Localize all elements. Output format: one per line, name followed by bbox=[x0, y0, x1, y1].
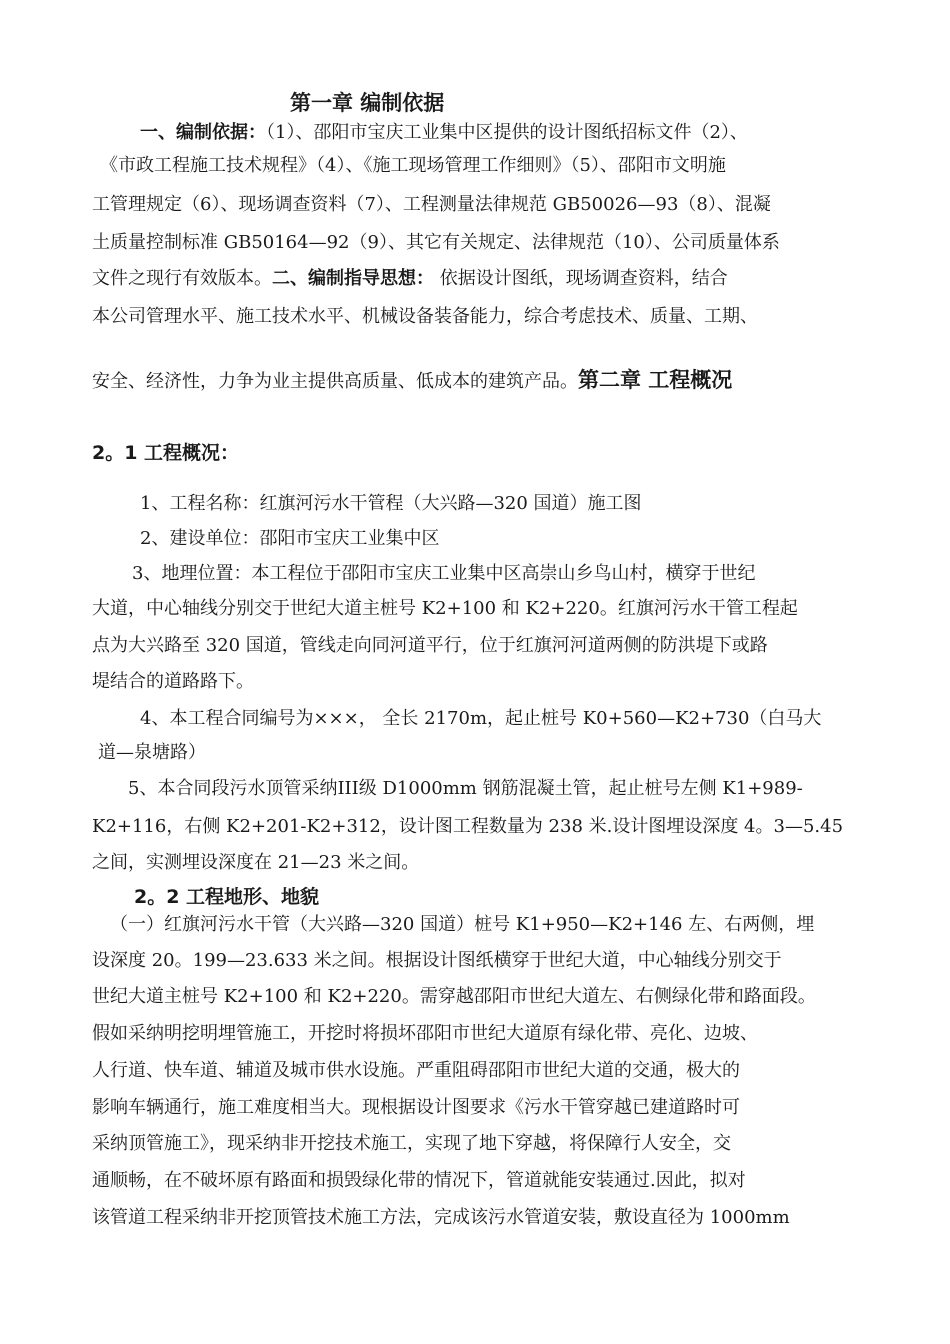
item-3-line2: 大道，中心轴线分别交于世纪大道主桩号 K2+100 和 K2+220。红旗河污水干管工程起 bbox=[92, 598, 798, 619]
item-4-line2: 道—泉塘路） bbox=[98, 742, 206, 763]
sec1-line5 bbox=[92, 266, 728, 292]
sec1-line3: 工管理规定（6）、现场调查资料（7）、工程测量法律规范 GB50026—93（8）、混凝 bbox=[92, 194, 771, 215]
sec1-heading: 一、编制依据： bbox=[140, 122, 266, 143]
sec2-line3 bbox=[92, 367, 732, 395]
para-2-2-line8: 通顺畅，在不破坏原有路面和损毁绿化带的情况下，管道就能安装通过.因此，拟对 bbox=[92, 1170, 746, 1191]
sec1-line2: 《市政工程施工技术规程》（4）、《施工现场管理工作细则》（5）、邵阳市文明施 bbox=[100, 155, 726, 176]
sec1-text-5: 文件之现行有效版本。 bbox=[92, 268, 272, 289]
item-5-line3: 之间，实测埋设深度在 21—23 米之间。 bbox=[92, 852, 420, 873]
chapter2-title: 第二章 工程概况 bbox=[578, 368, 733, 392]
para-2-2-line2: 设深度 20。199—23.633 米之间。根据设计图纸横穿于世纪大道，中心轴线分别交于 bbox=[92, 950, 782, 971]
item-5-line1: 5、本合同段污水顶管采纳III级 D1000mm 钢筋混凝土管，起止桩号左侧 K1+989- bbox=[128, 778, 803, 799]
sec1-text-1: （1）、邵阳市宝庆工业集中区提供的设计图纸招标文件（2）、 bbox=[266, 122, 748, 143]
item-2: 2、建设单位：邵阳市宝庆工业集中区 bbox=[140, 528, 440, 549]
para-2-2-line9: 该管道工程采纳非开挖顶管技术施工方法，完成该污水管道安装，敷设直径为 1000mm bbox=[92, 1207, 790, 1228]
para-2-2-line6: 影响车辆通行，施工难度相当大。现根据设计图要求《污水干管穿越已建道路时可 bbox=[92, 1097, 740, 1118]
sec1-line1 bbox=[140, 120, 748, 146]
section-2-2-heading: 2。2 工程地形、地貌 bbox=[134, 886, 320, 908]
item-3-line1: 3、地理位置：本工程位于邵阳市宝庆工业集中区高崇山乡鸟山村，横穿于世纪 bbox=[132, 563, 756, 584]
para-2-2-line4: 假如采纳明挖明埋管施工，开挖时将损坏邵阳市世纪大道原有绿化带、亮化、边坡、 bbox=[92, 1023, 758, 1044]
chapter1-title: 第一章 编制依据 bbox=[290, 91, 445, 115]
section-2-1-heading: 2。1 工程概况： bbox=[92, 442, 240, 464]
para-2-2-line5: 人行道、快车道、辅道及城市供水设施。严重阻碍邵阳市世纪大道的交通，极大的 bbox=[92, 1060, 740, 1081]
para-2-2-line7: 采纳顶管施工》，现采纳非开挖技术施工，实现了地下穿越，将保障行人安全，交 bbox=[92, 1133, 731, 1154]
item-4-line1: 4、本工程合同编号为×××， 全长 2170m，起止桩号 K0+560—K2+730（白马大 bbox=[140, 708, 822, 729]
sec2-heading: 二、编制指导思想： bbox=[272, 268, 434, 289]
para-2-2-line3: 世纪大道主桩号 K2+100 和 K2+220。需穿越邵阳市世纪大道左、右侧绿化带和路面段。 bbox=[92, 986, 816, 1007]
sec2-line2: 本公司管理水平、施工技术水平、机械设备装备能力，综合考虑技术、质量、工期、 bbox=[92, 306, 758, 327]
sec2-text-1: 依据设计图纸，现场调查资料，结合 bbox=[439, 268, 728, 289]
sec1-line4: 土质量控制标准 GB50164—92（9）、其它有关规定、法律规范（10）、公司质量体系 bbox=[92, 232, 780, 253]
item-3-line3: 点为大兴路至 320 国道，管线走向同河道平行，位于红旗河河道两侧的防洪堤下或路 bbox=[92, 635, 768, 656]
para-2-2-line1: （一）红旗河污水干管（大兴路—320 国道）桩号 K1+950—K2+146 左、右两侧，埋 bbox=[110, 914, 815, 935]
item-1: 1、工程名称：红旗河污水干管程（大兴路—320 国道）施工图 bbox=[140, 493, 642, 514]
sec2-text-3: 安全、经济性，力争为业主提供高质量、低成本的建筑产品。 bbox=[92, 371, 578, 392]
item-5-line2: K2+116，右侧 K2+201-K2+312，设计图工程数量为 238 米.设计图埋设深度 4。3—5.45 bbox=[92, 816, 844, 837]
item-3-line4: 堤结合的道路路下。 bbox=[92, 671, 254, 692]
